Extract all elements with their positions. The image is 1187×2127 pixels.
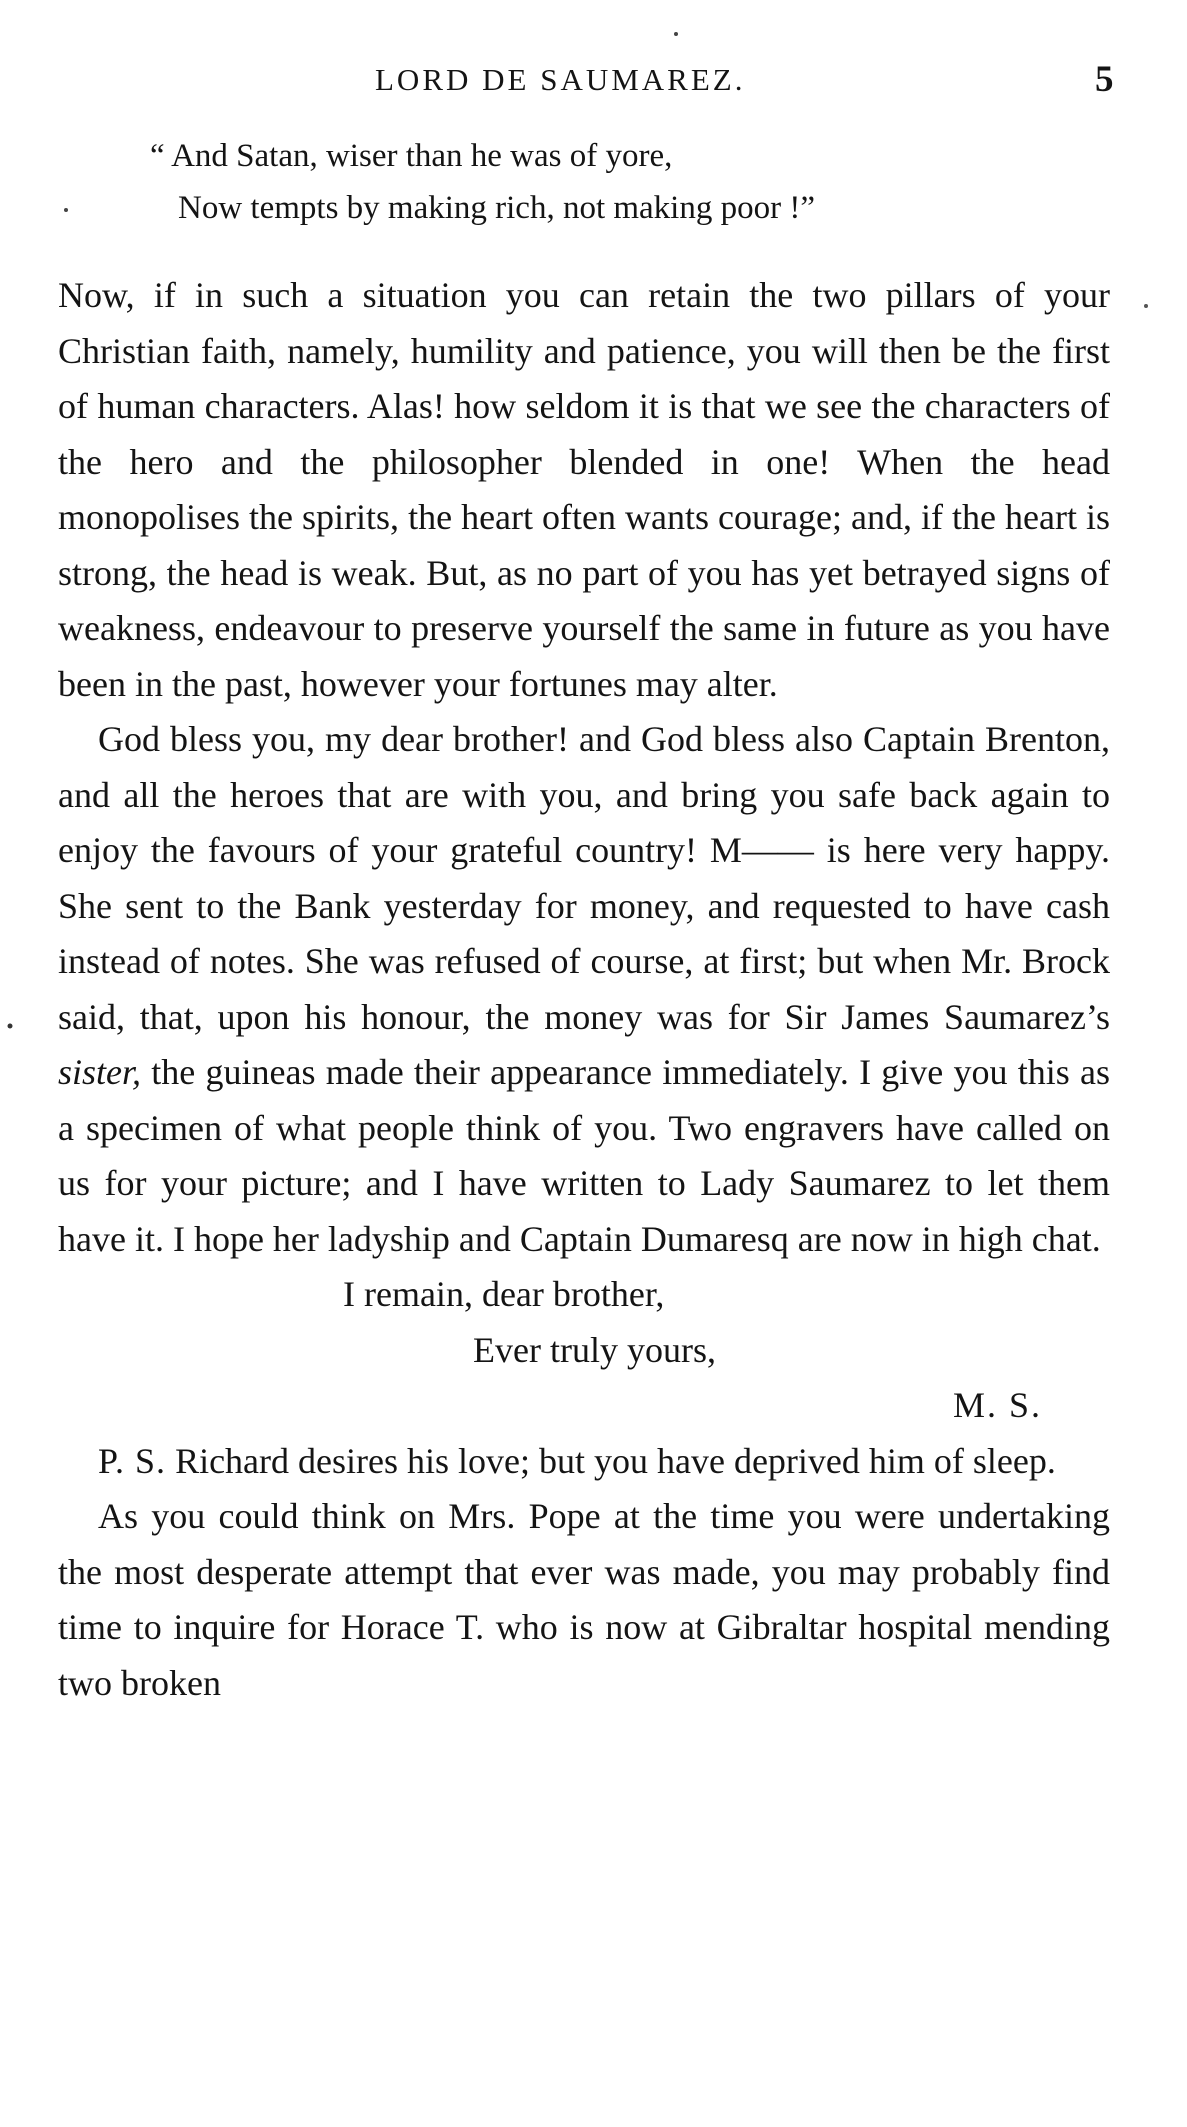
running-head (0, 58, 1187, 102)
speck (1144, 304, 1148, 308)
speck (64, 208, 68, 212)
closing-line-1: I remain, dear brother, (343, 1274, 665, 1314)
closing-line-2: Ever truly yours, (473, 1329, 716, 1370)
epigraph-line-1: “ And Satan, wiser than he was of yore, (150, 138, 673, 174)
emphasis-sister: sister, (58, 1052, 142, 1092)
signature: M. S. (953, 1385, 1043, 1425)
epigraph-quote (150, 130, 1050, 234)
paragraph-2 (58, 712, 1110, 1267)
speck (674, 32, 678, 36)
paragraph-2-tail: the guineas made their appearance immediately. I give you this as a specimen of what people think of you. Two engravers have called on us for your picture; and I have written to Lady Saumarez to let them have it. I hope her ladyship and Captain Dumaresq are now in high chat. (58, 1052, 1111, 1259)
page-number: 5 (1095, 59, 1114, 100)
paragraph-2-text: God bless you, my dear brother! and God bless also Captain Brenton, and all the heroes that are with you, and bring you safe back again to enjoy the favours of your grateful country! M—— is here very happy. She sent to the Bank yesterday for money, and requested to have cash instead of notes. She was refused of course, at first; but when Mr. Brock said, that, upon his honour, the money was for Sir James Saumarez’s (58, 719, 1110, 1037)
final-paragraph: As you could think on Mrs. Pope at the time you were undertaking the most desperate attempt that ever was made, you may probably find time to inquire for Horace T. who is now at Gibraltar hospital mending two broken (58, 1496, 1110, 1703)
epigraph-line-2: Now tempts by making rich, not making poor !” (178, 190, 815, 226)
letter-body (58, 268, 1110, 1711)
running-title: LORD DE SAUMAREZ. (375, 62, 746, 97)
postscript-label: P. S. (98, 1440, 167, 1481)
postscript (58, 1434, 1110, 1490)
speck (8, 1024, 13, 1029)
paragraph-1: Now, if in such a situation you can retain the two pillars of your Christian faith, namely, humility and patience, you will then be the first of human characters. Alas! how seldom it is that we see the characters of the hero and the philosopher blended in one! When the head monopolises the spirits, the heart often wants courage; and, if the heart is strong, the head is weak. But, as no part of you has yet betrayed signs of weakness, endeavour to preserve yourself the same in future as you have been in the past, however your fortunes may alter. (58, 275, 1110, 704)
postscript-text: Richard desires his love; but you have deprived him of sleep. (175, 1440, 1056, 1481)
